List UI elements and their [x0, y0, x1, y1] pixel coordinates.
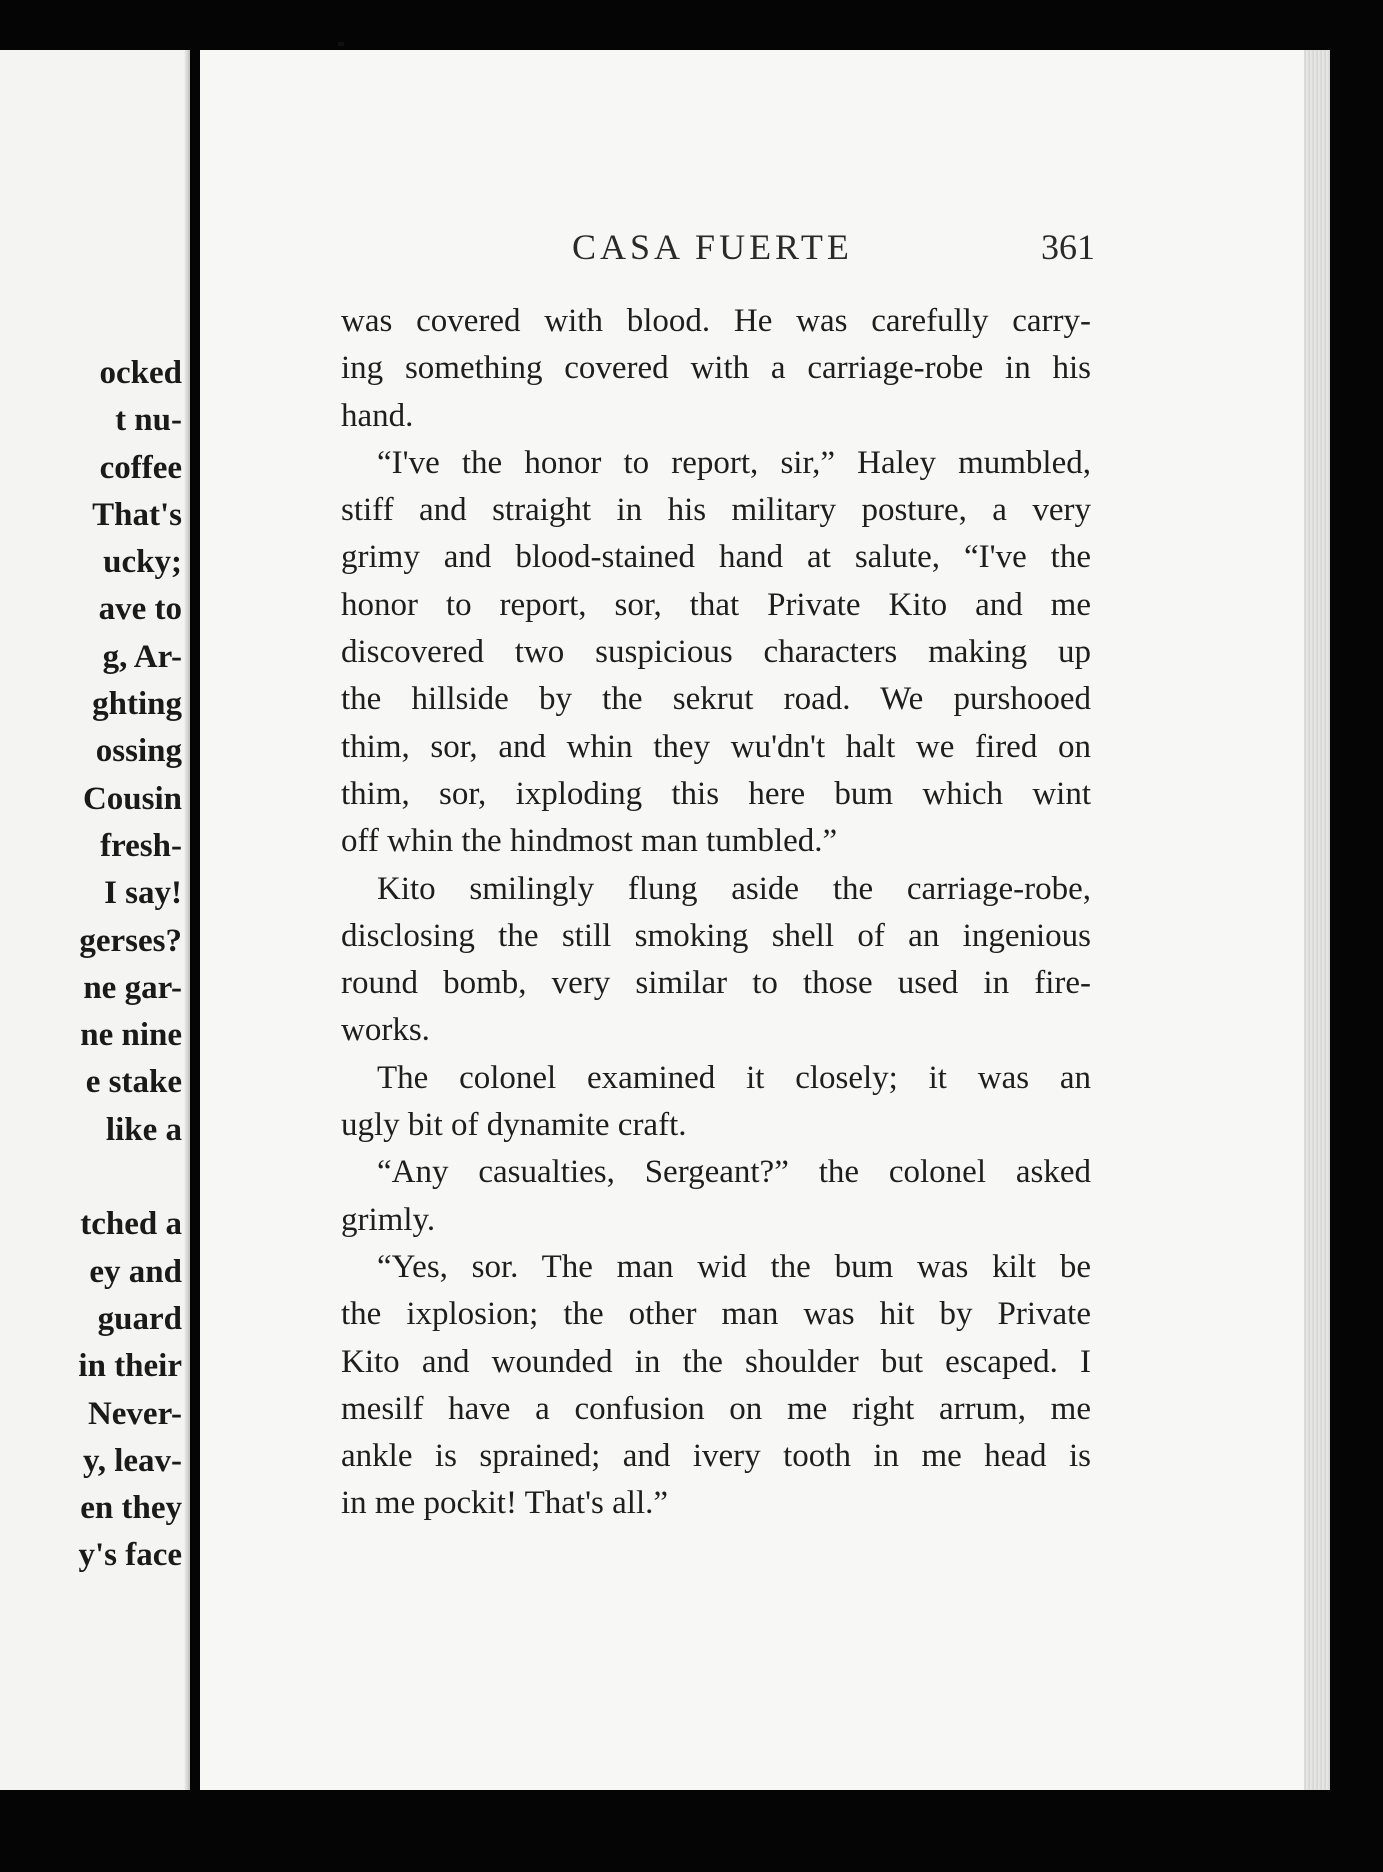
left-page	[0, 50, 190, 1790]
scan-speck	[338, 42, 344, 46]
left-line: fresh-	[100, 827, 182, 864]
left-line: en they	[80, 1490, 182, 1527]
text-line: “Any casualties, Sergeant?” the colonel asked	[377, 1154, 1091, 1191]
left-line: like a	[105, 1111, 182, 1148]
text-line: “I've the honor to report, sir,” Haley mumbled,	[377, 444, 1091, 481]
right-page	[200, 50, 1330, 1790]
text-line: honor to report, sor, that Private Kito and me	[341, 586, 1091, 623]
left-line: ne gar-	[83, 969, 182, 1006]
left-line: That's	[92, 496, 182, 533]
gutter-shadow	[184, 50, 190, 1790]
text-line: grimly.	[341, 1201, 436, 1238]
left-line: y, leav-	[83, 1442, 182, 1479]
text-line: grimy and blood-stained hand at salute, “I've the	[341, 539, 1091, 576]
page-edge	[1304, 50, 1330, 1790]
text-line: disclosing the still smoking shell of an ingenious	[341, 917, 1091, 954]
text-line: Kito and wounded in the shoulder but escaped. I	[341, 1343, 1091, 1380]
text-line: “Yes, sor. The man wid the bum was kilt be	[377, 1248, 1091, 1285]
left-line: y's face	[78, 1537, 182, 1574]
running-head: CASA FUERTE	[572, 227, 853, 267]
left-line: ave to	[98, 591, 182, 628]
text-line: round bomb, very similar to those used in fire-	[341, 965, 1091, 1002]
left-line: coffee	[99, 449, 182, 486]
text-line: in me pockit! That's all.”	[341, 1485, 669, 1522]
text-line: ankle is sprained; and ivery tooth in me head is	[341, 1438, 1091, 1475]
left-line: t nu-	[115, 402, 182, 439]
text-line: thim, sor, and whin they wu'dn't halt we fired on	[341, 728, 1091, 765]
left-line: ocked	[99, 355, 182, 391]
text-line: hand.	[341, 397, 414, 434]
left-line	[78, 1154, 182, 1201]
text-line: the hillside by the sekrut road. We purshooed	[341, 681, 1091, 718]
left-line: ey and	[89, 1253, 182, 1290]
text-line: The colonel examined it closely; it was an	[377, 1059, 1091, 1096]
left-line: ossing	[95, 733, 182, 770]
body-text	[341, 298, 1091, 1528]
left-line: guard	[97, 1300, 182, 1337]
text-line: ugly bit of dynamite craft.	[341, 1107, 687, 1144]
text-line: works.	[341, 1012, 430, 1049]
left-line: ghting	[92, 686, 182, 723]
page-number: 361	[1041, 227, 1095, 267]
text-line: ing something covered with a carriage-robe in his	[341, 350, 1091, 387]
text-line: discovered two suspicious characters making up	[341, 634, 1091, 671]
left-line: tched a	[80, 1206, 182, 1243]
left-line: ucky;	[103, 544, 182, 581]
text-line: the ixplosion; the other man was hit by Private	[341, 1296, 1091, 1333]
text-line: mesilf have a confusion on me right arrum, me	[341, 1390, 1091, 1427]
left-line: Cousin	[82, 780, 182, 817]
left-page-text	[78, 350, 182, 1580]
left-line: in their	[78, 1348, 182, 1385]
left-line: e stake	[85, 1064, 182, 1101]
text-line: stiff and straight in his military posture, a very	[341, 492, 1091, 529]
text-line: thim, sor, ixploding this here bum which wint	[341, 775, 1091, 812]
left-line: I say!	[104, 875, 182, 912]
text-line: off whin the hindmost man tumbled.”	[341, 823, 838, 860]
text-line: was covered with blood. He was carefully carry-	[341, 303, 1091, 339]
left-line: ne nine	[80, 1017, 182, 1054]
left-line: Never-	[87, 1395, 182, 1432]
left-line: gerses?	[79, 922, 182, 959]
text-line: Kito smilingly flung aside the carriage-robe,	[377, 870, 1091, 907]
left-line: g, Ar-	[102, 638, 182, 675]
